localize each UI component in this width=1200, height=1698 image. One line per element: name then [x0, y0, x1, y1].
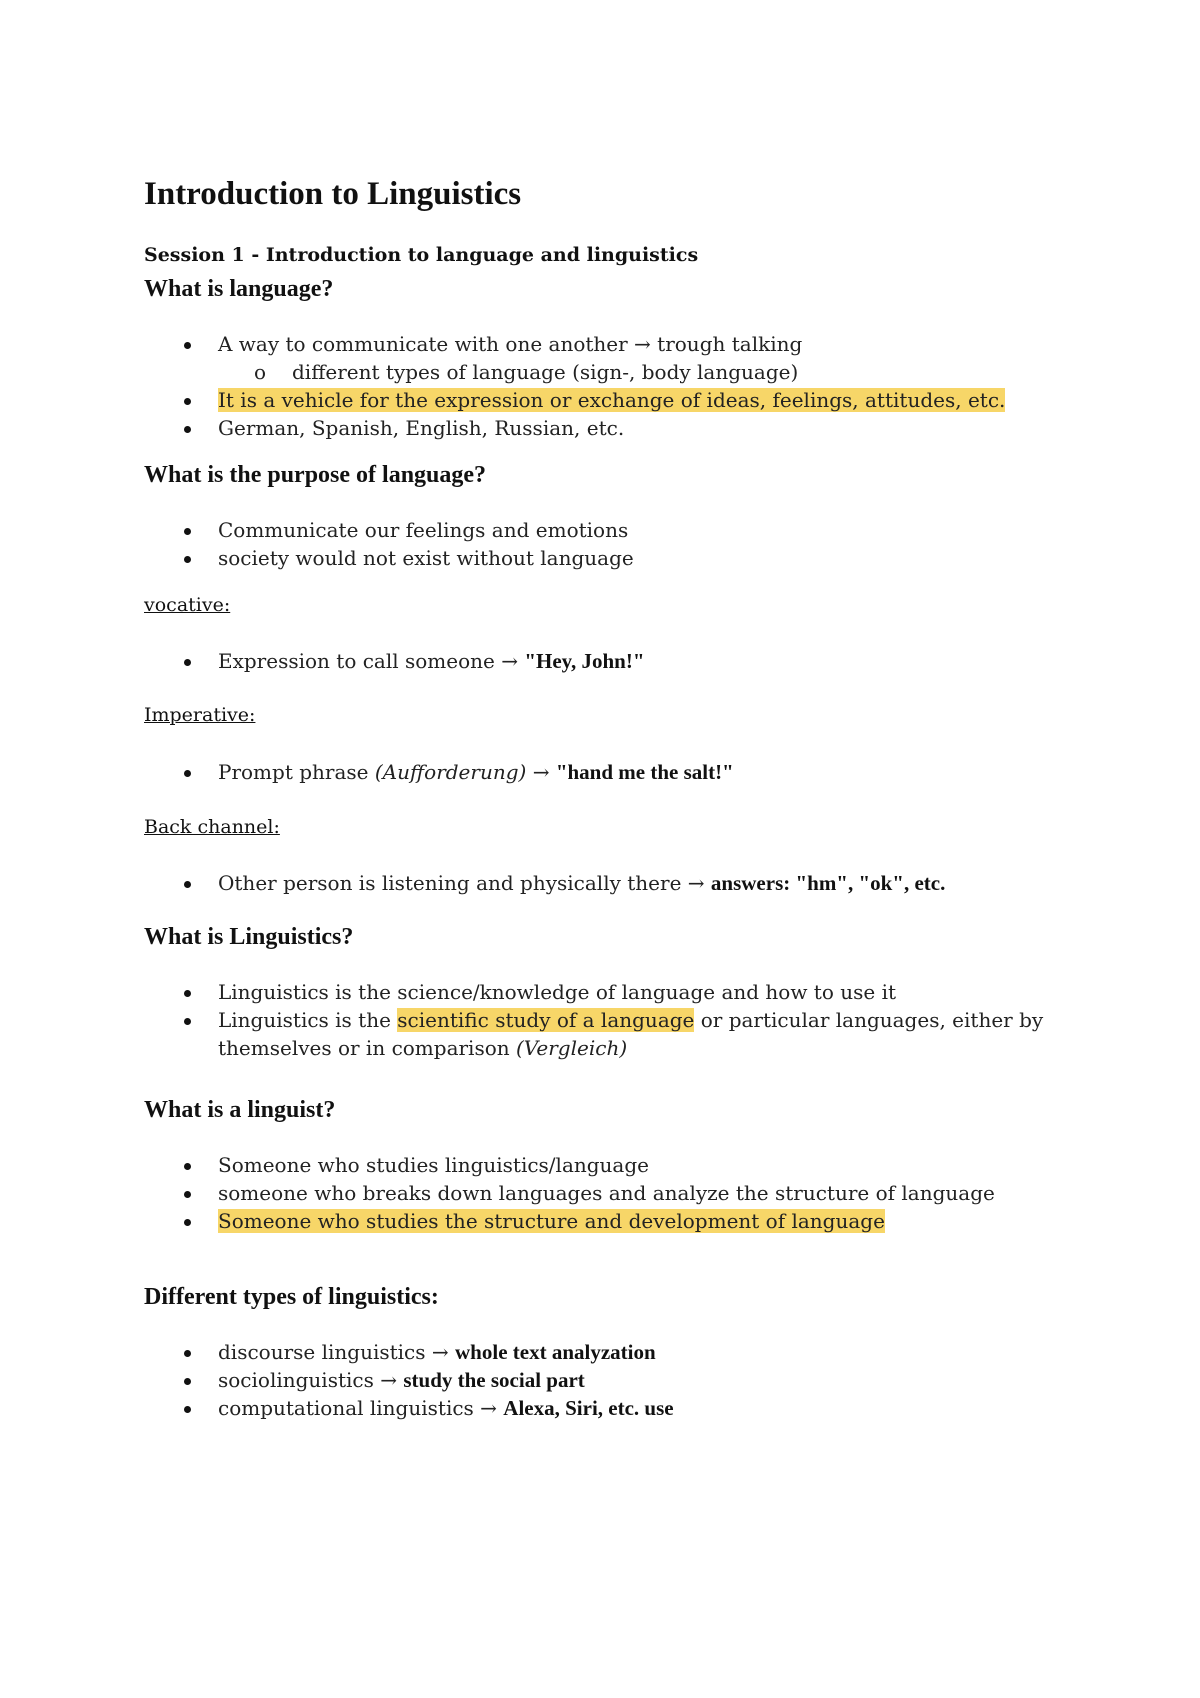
document-title: Introduction to Linguistics — [144, 176, 522, 212]
list-purpose — [144, 516, 1044, 572]
label-imperative: Imperative: — [144, 704, 256, 726]
session-heading: Session 1 - Introduction to language and linguistics — [144, 244, 699, 266]
list-item: Linguistics is the scientific study of a language or particular languages, either by themselves or in comparison (Vergleich) — [144, 1006, 1044, 1062]
highlighted-text: Someone who studies the structure and development of language — [218, 1209, 885, 1233]
bullet-icon — [184, 426, 191, 433]
bullet-icon — [184, 659, 191, 666]
bullet-icon — [184, 1191, 191, 1198]
bullet-icon — [184, 881, 191, 888]
list-item: Communicate our feelings and emotions — [144, 516, 1044, 544]
heading-what-is-a-linguist: What is a linguist? — [144, 1097, 336, 1123]
heading-types-of-linguistics: Different types of linguistics: — [144, 1284, 439, 1310]
list-back-channel — [144, 869, 1044, 897]
arrow-icon: → — [431, 1340, 449, 1364]
list-item: Someone who studies linguistics/language — [144, 1151, 1044, 1179]
bullet-icon — [184, 770, 191, 777]
list-item: Linguistics is the science/knowledge of language and how to use it — [144, 978, 1044, 1006]
bullet-icon — [184, 1219, 191, 1226]
highlighted-text: scientific study of a language — [397, 1008, 695, 1032]
heading-what-is-linguistics: What is Linguistics? — [144, 924, 354, 950]
list-item: Expression to call someone → "Hey, John!" — [144, 647, 1044, 675]
arrow-icon: → — [532, 760, 550, 784]
list-item — [144, 1207, 1044, 1235]
list-item: someone who breaks down languages and analyze the structure of language — [144, 1179, 1044, 1207]
list-linguist — [144, 1151, 1044, 1235]
heading-what-is-language: What is language? — [144, 276, 334, 302]
arrow-icon: → — [501, 649, 518, 673]
bullet-icon — [184, 528, 191, 535]
list-item: computational linguistics → Alexa, Siri, etc. use — [144, 1394, 1044, 1422]
list-linguistics — [144, 978, 1044, 1062]
list-item: sociolinguistics → study the social part — [144, 1366, 1044, 1394]
bullet-icon — [184, 1018, 191, 1025]
list-what-is-language — [144, 330, 1044, 442]
list-types — [144, 1338, 1044, 1422]
list-imperative — [144, 758, 1044, 786]
arrow-icon: → — [380, 1368, 397, 1392]
list-item — [144, 386, 1044, 414]
sub-list-item: o different types of language (sign-, body language) — [254, 360, 799, 384]
bullet-icon — [184, 342, 191, 349]
arrow-icon: → — [634, 332, 651, 356]
bullet-icon — [184, 1406, 191, 1413]
bullet-icon — [184, 398, 191, 405]
list-item: Prompt phrase (Aufforderung) → "hand me the salt!" — [144, 758, 1044, 786]
sub-bullet-icon: o — [254, 360, 267, 384]
arrow-icon: → — [687, 871, 705, 895]
list-item: Other person is listening and physically there → answers: "hm", "ok", etc. — [144, 869, 1044, 897]
bullet-icon — [184, 990, 191, 997]
highlighted-text: It is a vehicle for the expression or exchange of ideas, feelings, attitudes, etc. — [218, 388, 1006, 412]
label-vocative: vocative: — [144, 594, 231, 616]
bullet-icon — [184, 1350, 191, 1357]
bullet-icon — [184, 1163, 191, 1170]
arrow-icon: → — [480, 1396, 497, 1420]
list-item: German, Spanish, English, Russian, etc. — [144, 414, 1044, 442]
list-vocative — [144, 647, 1044, 675]
list-item: discourse linguistics → whole text analyzation — [144, 1338, 1044, 1366]
bullet-icon — [184, 556, 191, 563]
document-content — [144, 172, 1044, 1420]
list-item: A way to communicate with one another → trough talking — [144, 330, 1044, 358]
list-item: society would not exist without language — [144, 544, 1044, 572]
heading-purpose: What is the purpose of language? — [144, 462, 487, 488]
bullet-icon — [184, 1378, 191, 1385]
label-back-channel: Back channel: — [144, 816, 280, 838]
